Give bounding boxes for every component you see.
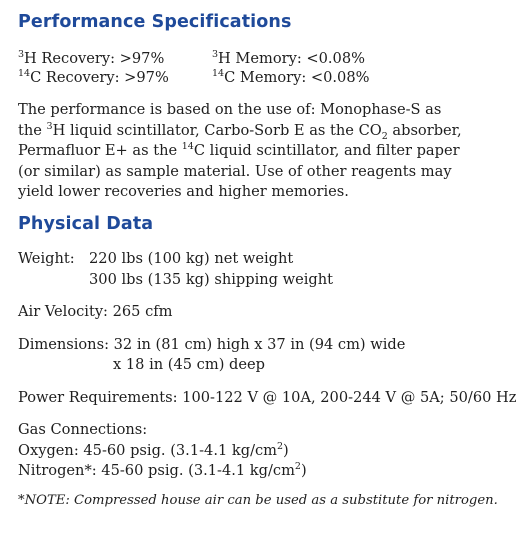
c14-memory: $^{14}$C Memory: <0.08% — [212, 68, 370, 86]
nitrogen-spec: Nitrogen*: 45-60 psig. (3.1-4.1 $kg/cm^2$) — [18, 461, 307, 479]
para-line: Permafluor E+ as the $^{14}$C liquid scintillator, and filter paper — [18, 141, 460, 160]
physical-data-heading: Physical Data — [18, 214, 154, 234]
footnote: *NOTE: Compressed house air can be used as a substitute for nitrogen. — [18, 493, 498, 508]
h3-recovery: $^3$H Recovery: >97% — [18, 49, 165, 67]
power-requirements: Power Requirements: 100-122 V @ 10A, 200-244 V @ 5A; 50/60 Hz — [18, 389, 517, 406]
para-line: The performance is based on the use of: Monophase-S as — [18, 101, 442, 118]
para-line: (or similar) as sample material. Use of other reagents may — [18, 162, 452, 180]
c14-recovery: $^{14}$C Recovery: >97% — [18, 68, 169, 86]
para-line: the $^3$H liquid scintillator, Carbo-Sorb E as the $CO_2$ absorber, — [18, 120, 462, 142]
dimensions-line-2: x 18 in (45 cm) deep — [113, 356, 265, 373]
para-line: yield lower recoveries and higher memories. — [18, 183, 349, 201]
weight-label: Weight: — [18, 250, 75, 267]
h3-memory: $^3$H Memory: <0.08% — [212, 49, 365, 67]
dimensions-line-1: Dimensions: 32 in (81 cm) high x 37 in (94 cm) wide — [18, 336, 406, 353]
weight-shipping: 300 lbs (135 kg) shipping weight — [89, 271, 334, 288]
gas-connections-label: Gas Connections: — [18, 421, 148, 438]
air-velocity: Air Velocity: 265 cfm — [18, 303, 173, 320]
weight-net: 220 lbs (100 kg) net weight — [89, 250, 294, 267]
oxygen-spec: Oxygen: 45-60 psig. (3.1-4.1 $kg/cm^2$) — [18, 441, 289, 459]
performance-heading: Performance Specifications — [18, 12, 292, 32]
performance-paragraph — [18, 100, 462, 203]
